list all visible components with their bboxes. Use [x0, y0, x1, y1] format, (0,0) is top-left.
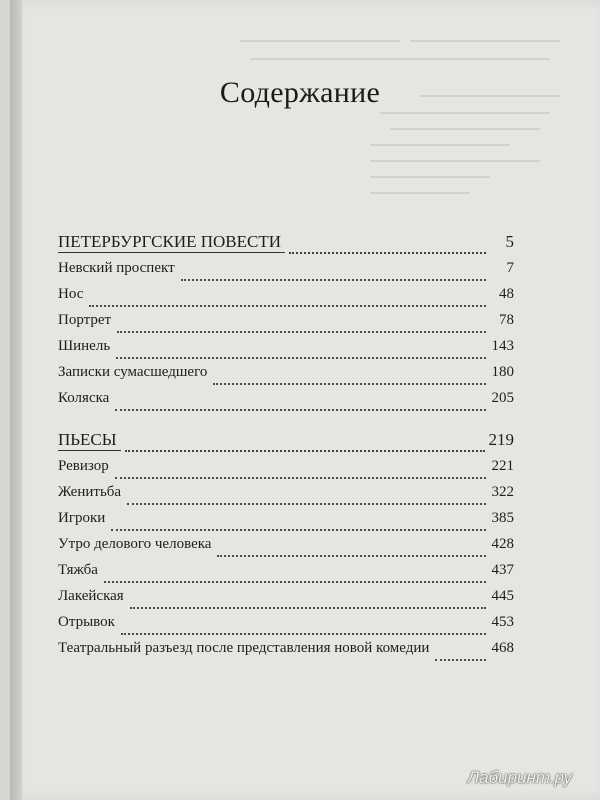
entry-title: Театральный разъезд после представления новой комедии	[58, 640, 430, 656]
dot-leader	[127, 503, 486, 505]
dot-leader	[115, 409, 486, 411]
table-of-contents	[58, 232, 514, 666]
toc-entry	[58, 588, 514, 614]
dot-leader	[125, 450, 485, 452]
entry-page-number: 468	[491, 640, 514, 656]
dot-leader	[289, 252, 486, 254]
toc-entry	[58, 484, 514, 510]
toc-entry	[58, 640, 514, 666]
toc-entry	[58, 390, 514, 416]
show-through-line	[240, 40, 400, 42]
entry-page-number: 221	[491, 458, 514, 474]
show-through-line	[250, 58, 550, 60]
show-through-line	[380, 112, 550, 114]
entry-title: Отрывок	[58, 614, 115, 630]
entry-title: Ревизор	[58, 458, 109, 474]
dot-leader	[111, 529, 486, 531]
entry-page-number: 437	[491, 562, 514, 578]
toc-section-heading	[58, 430, 514, 456]
dot-leader	[89, 305, 486, 307]
toc-entry	[58, 536, 514, 562]
entry-title: Игроки	[58, 510, 106, 526]
entry-page-number: 205	[491, 390, 514, 406]
dot-leader	[217, 555, 486, 557]
page-title: Содержание	[219, 76, 381, 109]
show-through-line	[370, 144, 510, 146]
entry-page-number: 385	[491, 510, 514, 526]
entry-page-number: 180	[491, 364, 514, 380]
entry-title: Коляска	[58, 390, 110, 406]
entry-title: Невский проспект	[58, 260, 175, 276]
show-through-line	[370, 176, 490, 178]
toc-entry	[58, 562, 514, 588]
toc-entry	[58, 312, 514, 338]
entry-title: Шинель	[58, 338, 111, 354]
dot-leader	[116, 357, 486, 359]
dot-leader	[130, 607, 486, 609]
entry-page-number: 322	[491, 484, 514, 500]
entry-page-number: 453	[491, 614, 514, 630]
toc-entry	[58, 614, 514, 640]
section-title: ПЕТЕРБУРГСКИЕ ПОВЕСТИ	[58, 232, 285, 253]
show-through-line	[390, 128, 540, 130]
dot-leader	[213, 383, 486, 385]
entry-title: Лакейская	[58, 588, 124, 604]
entry-page-number: 7	[506, 260, 514, 276]
watermark-logo: Лабиринт.ру	[467, 768, 572, 787]
dot-leader	[117, 331, 486, 333]
toc-entry	[58, 338, 514, 364]
entry-page-number: 428	[491, 536, 514, 552]
entry-page-number: 445	[491, 588, 514, 604]
section-spacer	[58, 416, 514, 430]
book-spine-shadow	[10, 0, 22, 800]
show-through-line	[410, 40, 560, 42]
toc-entry	[58, 364, 514, 390]
section-title: ПЬЕСЫ	[58, 430, 121, 451]
entry-page-number: 48	[499, 286, 514, 302]
section-page-number: 219	[488, 430, 514, 449]
toc-entry	[58, 260, 514, 286]
entry-title: Женитьба	[58, 484, 122, 500]
dot-leader	[181, 279, 486, 281]
entry-page-number: 143	[491, 338, 514, 354]
entry-title: Утро делового человека	[58, 536, 212, 552]
show-through-line	[370, 192, 470, 194]
toc-entry	[58, 458, 514, 484]
entry-title: Записки сумасшедшего	[58, 364, 208, 380]
entry-title: Портрет	[58, 312, 112, 328]
section-page-number: 5	[505, 232, 514, 251]
entry-title: Нос	[58, 286, 84, 302]
dot-leader	[121, 633, 486, 635]
toc-entry	[58, 510, 514, 536]
toc-entry	[58, 286, 514, 312]
entry-page-number: 78	[499, 312, 514, 328]
show-through-line	[370, 160, 540, 162]
toc-section-heading	[58, 232, 514, 258]
dot-leader	[115, 477, 486, 479]
dot-leader	[435, 659, 486, 661]
dot-leader	[104, 581, 486, 583]
entry-title: Тяжба	[58, 562, 98, 578]
